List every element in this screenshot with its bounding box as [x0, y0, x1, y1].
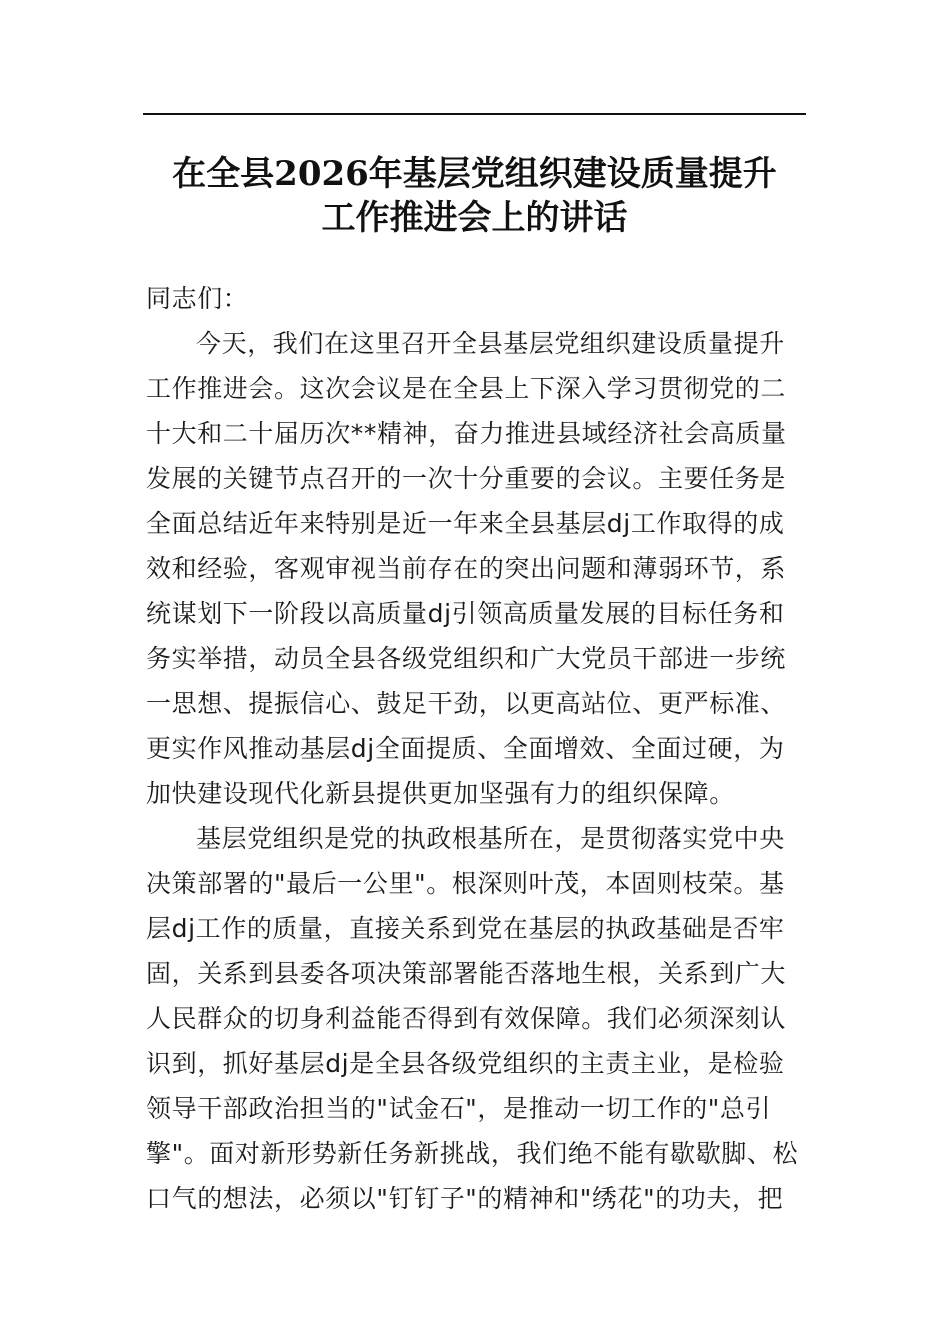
paragraph-line: 务实举措，动员全县各级党组织和广大党员干部进一步统 — [146, 644, 787, 673]
title-line-1: 在全县2026年基层党组织建设质量提升 — [172, 154, 777, 194]
paragraph-line: 统谋划下一阶段以高质量dj引领高质量发展的目标任务和 — [146, 599, 785, 628]
paragraph-line: 固，关系到县委各项决策部署能否落地生根，关系到广大 — [146, 959, 787, 988]
paragraph-line: 加快建设现代化新县提供更加坚强有力的组织保障。 — [146, 779, 735, 808]
paragraph-line: 全面总结近年来特别是近一年来全县基层dj工作取得的成 — [146, 509, 785, 538]
paragraph-line: 识到，抓好基层dj是全县各级党组织的主责主业，是检验 — [146, 1049, 785, 1078]
paragraph-2 — [146, 816, 810, 1221]
paragraph-line: 发展的关键节点召开的一次十分重要的会议。主要任务是 — [146, 464, 787, 493]
paragraph-line: 十大和二十届历次**精神，奋力推进县域经济社会高质量 — [146, 419, 787, 448]
paragraph-line: 擎"。面对新形势新任务新挑战，我们绝不能有歇歇脚、松 — [146, 1139, 799, 1168]
header-rule — [143, 113, 806, 115]
title-line-2: 工作推进会上的讲话 — [321, 198, 628, 238]
paragraph-line: 今天，我们在这里召开全县基层党组织建设质量提升 — [196, 329, 785, 358]
paragraph-line: 效和经验，客观审视当前存在的突出问题和薄弱环节，系 — [146, 554, 787, 583]
paragraph-1 — [146, 321, 810, 816]
document-title — [143, 152, 806, 240]
paragraph-line: 口气的想法，必须以"钉钉子"的精神和"绣花"的功夫，把 — [146, 1184, 784, 1213]
paragraph-line: 领导干部政治担当的"试金石"，是推动一切工作的"总引 — [146, 1094, 772, 1123]
paragraph-line: 基层党组织是党的执政根基所在，是贯彻落实党中央 — [196, 824, 785, 853]
paragraph-line: 工作推进会。这次会议是在全县上下深入学习贯彻党的二 — [146, 374, 787, 403]
salutation: 同志们： — [146, 284, 249, 313]
paragraph-line: 决策部署的"最后一公里"。根深则叶茂，本固则枝荣。基 — [146, 869, 785, 898]
document-body — [146, 276, 810, 1221]
paragraph-line: 更实作风推动基层dj全面提质、全面增效、全面过硬，为 — [146, 734, 785, 763]
paragraph-line: 人民群众的切身利益能否得到有效保障。我们必须深刻认 — [146, 1004, 787, 1033]
paragraph-line: 层dj工作的质量，直接关系到党在基层的执政基础是否牢 — [146, 914, 785, 943]
paragraph-line: 一思想、提振信心、鼓足干劲，以更高站位、更严标准、 — [146, 689, 787, 718]
